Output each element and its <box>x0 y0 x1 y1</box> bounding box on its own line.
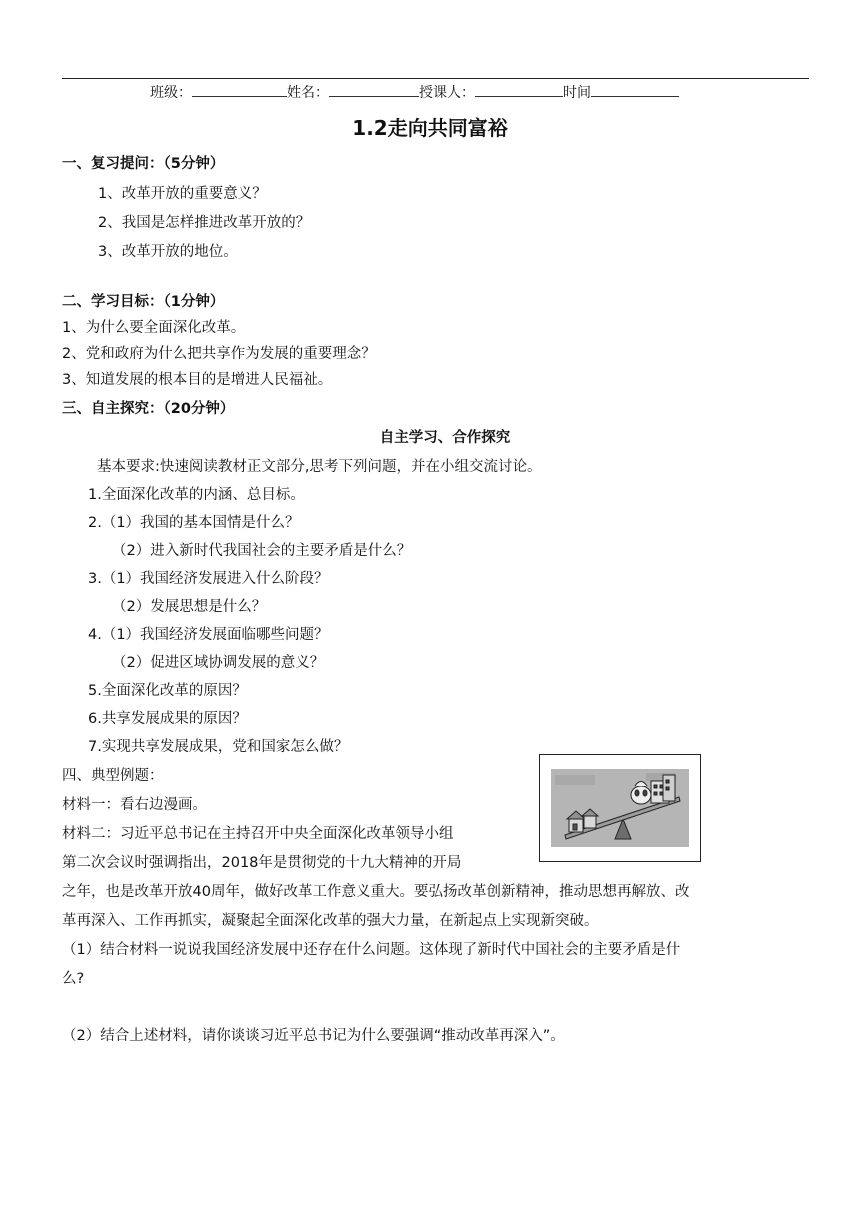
review-question: 1、改革开放的重要意义？ <box>98 186 267 202</box>
time-label: 时间 <box>563 85 591 101</box>
section-heading-examples: 四、典型例题： <box>62 768 164 784</box>
section-heading-goals: 二、学习目标：（1分钟） <box>62 294 225 310</box>
explore-question: 2.（1）我国的基本国情是什么？ <box>88 515 300 531</box>
review-question: 3、改革开放的地位。 <box>98 244 238 260</box>
teacher-blank <box>475 82 563 97</box>
explore-question: （2）发展思想是什么？ <box>112 599 267 615</box>
goal-item: 3、知道发展的根本目的是增进人民福祉。 <box>62 372 333 388</box>
question-two: （2）结合上述材料，请你谈谈习近平总书记为什么要强调“推动改革再深入”。 <box>62 1028 565 1044</box>
section-heading-explore: 三、自主探究：（20分钟） <box>62 401 235 417</box>
explore-question: 6.共享发展成果的原因？ <box>88 711 247 727</box>
explore-requirement: 基本要求:快速阅读教材正文部分,思考下列问题，并在小组交流讨论。 <box>97 459 542 475</box>
seesaw-comic-illustration <box>551 769 689 847</box>
material-two-line: 革再深入、工作再抓实，凝聚起全面深化改革的强大力量，在新起点上实现新突破。 <box>62 913 599 929</box>
section-heading-review: 一、复习提问：（5分钟） <box>62 156 225 172</box>
material-one: 材料一：看右边漫画。 <box>62 797 207 813</box>
name-label: 姓名： <box>287 85 329 101</box>
explore-question: 1.全面深化改革的内涵、总目标。 <box>88 487 305 503</box>
explore-question: （2）进入新时代我国社会的主要矛盾是什么？ <box>112 543 412 559</box>
explore-subheading: 自主学习、合作探究 <box>379 430 511 446</box>
class-blank <box>192 82 287 97</box>
explore-question: 5.全面深化改革的原因？ <box>88 683 247 699</box>
goal-item: 2、党和政府为什么把共享作为发展的重要理念？ <box>62 346 376 362</box>
question-one-line: （1）结合材料一说说我国经济发展中还存在什么问题。这体现了新时代中国社会的主要矛盾是什 <box>62 942 681 958</box>
teacher-label: 授课人： <box>419 85 475 101</box>
explore-question: 3.（1）我国经济发展进入什么阶段？ <box>88 571 329 587</box>
question-one-line: 么? <box>62 971 85 987</box>
class-label: 班级： <box>150 85 192 101</box>
header-fields <box>150 82 679 103</box>
name-blank <box>329 82 419 97</box>
material-two-line: 之年，也是改革开放40周年，做好改革工作意义重大。要弘扬改革创新精神，推动思想再解放、改 <box>62 884 690 900</box>
goal-item: 1、为什么要全面深化改革。 <box>62 320 246 336</box>
material-two-line: 材料二：习近平总书记在主持召开中央全面深化改革领导小组 <box>62 826 454 842</box>
explore-question: 7.实现共享发展成果，党和国家怎么做？ <box>88 739 349 755</box>
header-rule <box>62 78 809 79</box>
explore-question: （2）促进区域协调发展的意义？ <box>112 655 325 671</box>
comic-image <box>551 769 689 847</box>
review-question: 2、我国是怎样推进改革开放的？ <box>98 215 311 231</box>
explore-question: 4.（1）我国经济发展面临哪些问题？ <box>88 627 329 643</box>
time-blank <box>591 82 679 97</box>
material-two-line: 第二次会议时强调指出，2018年是贯彻党的十九大精神的开局 <box>62 855 462 871</box>
comic-image-frame <box>539 754 701 862</box>
page-title: 1.2走向共同富裕 <box>352 116 508 140</box>
